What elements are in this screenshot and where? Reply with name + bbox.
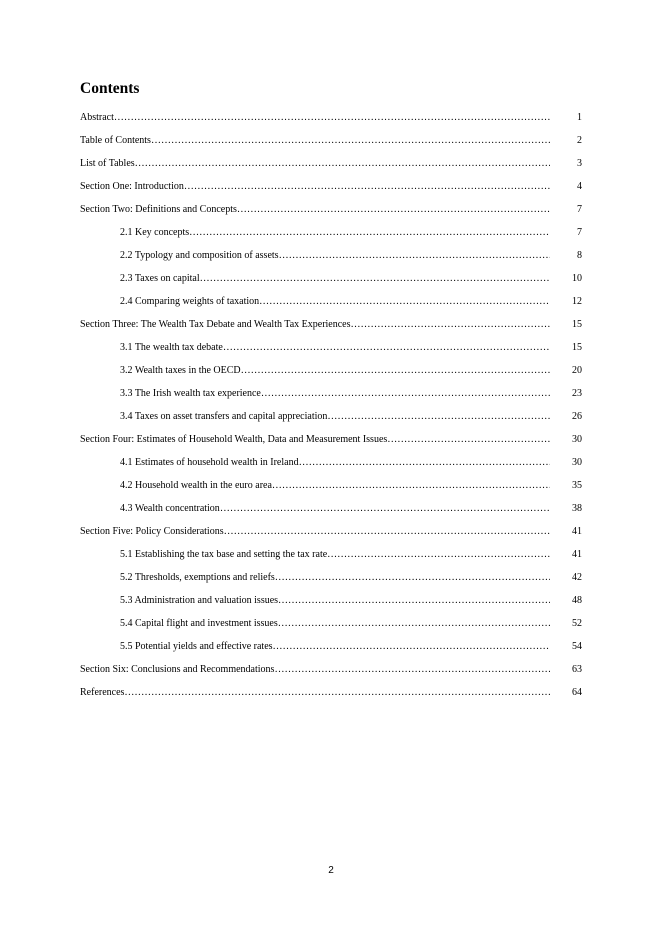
- toc-entry-title: 5.4 Capital flight and investment issues: [120, 618, 278, 629]
- dot-leader: [327, 410, 550, 424]
- toc-entry[interactable]: [80, 341, 582, 364]
- toc-entry-page-number: 23: [572, 388, 582, 399]
- toc-entry-title: 4.1 Estimates of household wealth in Ireland: [120, 457, 299, 468]
- toc-entry[interactable]: [80, 295, 582, 318]
- toc-entry[interactable]: [80, 640, 582, 663]
- toc-entry[interactable]: [80, 111, 582, 134]
- toc-entry[interactable]: [80, 387, 582, 410]
- contents-heading: Contents: [80, 80, 140, 97]
- toc-entry-page-number: 2: [577, 135, 582, 146]
- toc-entry-title: Section Six: Conclusions and Recommendations: [80, 664, 275, 675]
- toc-entry-page-number: 30: [572, 434, 582, 445]
- dot-leader: [124, 686, 550, 700]
- toc-entry-title: References: [80, 687, 125, 698]
- toc-entry-title: 5.2 Thresholds, exemptions and reliefs: [120, 572, 275, 583]
- toc-entry[interactable]: [80, 180, 582, 203]
- dot-leader: [274, 663, 550, 677]
- toc-entry-title: 5.5 Potential yields and effective rates: [120, 641, 273, 652]
- toc-entry-title: Section Four: Estimates of Household Wealth, Data and Measurement Issues: [80, 434, 388, 445]
- toc-entry-title: 2.4 Comparing weights of taxation: [120, 296, 260, 307]
- toc-entry[interactable]: [80, 226, 582, 249]
- toc-entry[interactable]: [80, 134, 582, 157]
- dot-leader: [200, 272, 550, 286]
- toc-entry[interactable]: [80, 525, 582, 548]
- dot-leader: [237, 203, 550, 217]
- toc-entry[interactable]: [80, 663, 582, 686]
- toc-entry-page-number: 15: [572, 342, 582, 353]
- toc-entry-page-number: 63: [572, 664, 582, 675]
- toc-entry-page-number: 1: [577, 112, 582, 123]
- toc-entry-page-number: 42: [572, 572, 582, 583]
- toc-entry-page-number: 26: [572, 411, 582, 422]
- toc-entry-title: 4.2 Household wealth in the euro area: [120, 480, 272, 491]
- dot-leader: [261, 387, 550, 401]
- toc-entry-title: 2.2 Typology and composition of assets: [120, 250, 279, 261]
- dot-leader: [224, 525, 550, 539]
- toc-entry-page-number: 10: [572, 273, 582, 284]
- table-of-contents: [80, 111, 582, 709]
- toc-entry-title: 3.2 Wealth taxes in the OECD: [120, 365, 241, 376]
- toc-entry[interactable]: [80, 272, 582, 295]
- dot-leader: [135, 157, 550, 171]
- toc-entry-title: 4.3 Wealth concentration: [120, 503, 220, 514]
- dot-leader: [351, 318, 550, 332]
- toc-entry[interactable]: [80, 686, 582, 709]
- toc-entry-page-number: 8: [577, 250, 582, 261]
- toc-entry-page-number: 41: [572, 526, 582, 537]
- toc-entry-page-number: 4: [577, 181, 582, 192]
- toc-entry[interactable]: [80, 249, 582, 272]
- toc-entry-page-number: 20: [572, 365, 582, 376]
- toc-entry[interactable]: [80, 157, 582, 180]
- dot-leader: [299, 456, 550, 470]
- dot-leader: [189, 226, 550, 240]
- toc-entry-page-number: 7: [577, 204, 582, 215]
- dot-leader: [184, 180, 550, 194]
- toc-entry-page-number: 35: [572, 480, 582, 491]
- toc-entry-page-number: 41: [572, 549, 582, 560]
- dot-leader: [387, 433, 550, 447]
- toc-entry-title: List of Tables: [80, 158, 135, 169]
- toc-entry[interactable]: [80, 571, 582, 594]
- toc-entry[interactable]: [80, 594, 582, 617]
- dot-leader: [220, 502, 550, 516]
- toc-entry[interactable]: [80, 203, 582, 226]
- toc-entry-page-number: 12: [572, 296, 582, 307]
- toc-entry-page-number: 54: [572, 641, 582, 652]
- page-number: 2: [328, 865, 334, 876]
- toc-entry-title: Section Three: The Wealth Tax Debate and Wealth Tax Experiences: [80, 319, 351, 330]
- dot-leader: [275, 571, 550, 585]
- toc-entry[interactable]: [80, 502, 582, 525]
- toc-entry-title: Table of Contents: [80, 135, 151, 146]
- toc-entry-title: 5.3 Administration and valuation issues: [120, 595, 279, 606]
- toc-entry[interactable]: [80, 318, 582, 341]
- dot-leader: [278, 617, 550, 631]
- toc-entry-title: 5.1 Establishing the tax base and setting the tax rate: [120, 549, 328, 560]
- dot-leader: [151, 134, 550, 148]
- toc-entry-page-number: 38: [572, 503, 582, 514]
- dot-leader: [279, 249, 550, 263]
- toc-entry-title: Section Two: Definitions and Concepts: [80, 204, 237, 215]
- toc-entry-title: 3.1 The wealth tax debate: [120, 342, 223, 353]
- toc-entry-page-number: 30: [572, 457, 582, 468]
- toc-entry-title: Section Five: Policy Considerations: [80, 526, 224, 537]
- toc-entry-page-number: 3: [577, 158, 582, 169]
- toc-entry-title: Abstract: [80, 112, 114, 123]
- toc-entry-page-number: 15: [572, 319, 582, 330]
- toc-entry[interactable]: [80, 410, 582, 433]
- dot-leader: [114, 111, 550, 125]
- toc-entry[interactable]: [80, 548, 582, 571]
- toc-entry[interactable]: [80, 433, 582, 456]
- dot-leader: [223, 341, 550, 355]
- toc-entry-title: 3.3 The Irish wealth tax experience: [120, 388, 261, 399]
- toc-entry[interactable]: [80, 364, 582, 387]
- dot-leader: [272, 479, 550, 493]
- toc-entry-page-number: 7: [577, 227, 582, 238]
- toc-entry-title: 2.3 Taxes on capital: [120, 273, 200, 284]
- toc-entry[interactable]: [80, 479, 582, 502]
- dot-leader: [259, 295, 550, 309]
- toc-entry-title: 3.4 Taxes on asset transfers and capital appreciation: [120, 411, 328, 422]
- dot-leader: [278, 594, 550, 608]
- dot-leader: [327, 548, 550, 562]
- toc-entry-page-number: 48: [572, 595, 582, 606]
- dot-leader: [241, 364, 550, 378]
- toc-entry-page-number: 52: [572, 618, 582, 629]
- toc-entry-title: Section One: Introduction: [80, 181, 184, 192]
- toc-entry-title: 2.1 Key concepts: [120, 227, 190, 238]
- dot-leader: [273, 640, 550, 654]
- toc-entry-page-number: 64: [572, 687, 582, 698]
- toc-entry[interactable]: [80, 456, 582, 479]
- toc-entry[interactable]: [80, 617, 582, 640]
